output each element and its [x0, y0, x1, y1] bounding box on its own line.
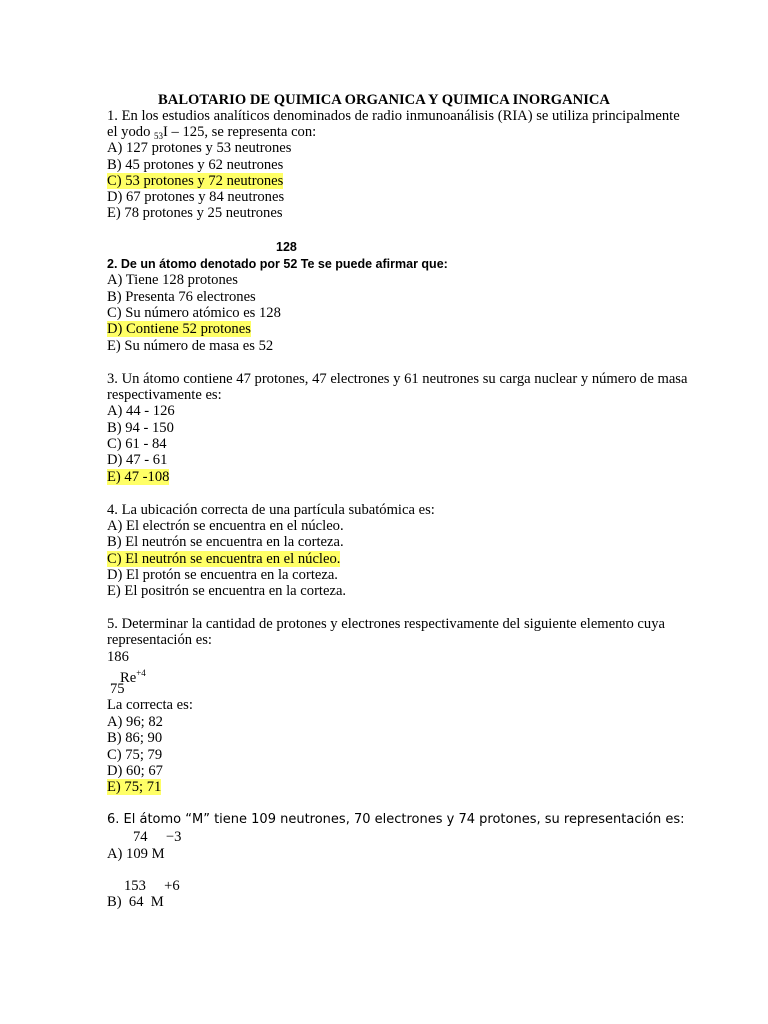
q4-option-e: E) El positrón se encuentra en la corteza. — [107, 583, 347, 599]
q2-mass-number: 128 — [276, 240, 297, 254]
q5-stem-line2: representación es: — [107, 632, 212, 648]
q1-stem-pre: el yodo — [107, 124, 155, 140]
q2-option-b: B) Presenta 76 electrones — [107, 289, 256, 305]
q2-option-e: E) Su número de masa es 52 — [107, 338, 274, 354]
q1-option-b: B) 45 protones y 62 neutrones — [107, 157, 284, 173]
q3-option-a: A) 44 - 126 — [107, 403, 175, 419]
q3-option-c: C) 61 - 84 — [107, 436, 167, 452]
q3-option-e — [107, 469, 169, 485]
q2-stem: 2. De un átomo denotado por 52 Te se puede afirmar que: — [107, 257, 448, 271]
q6-option-a: A) 109 M — [107, 846, 165, 862]
q5-atomic-number: 75 — [110, 681, 125, 697]
q1-stem-line1: 1. En los estudios analíticos denominados de radio inmunoanálisis (RIA) se utiliza principalmente — [107, 108, 680, 124]
q3-option-b: B) 94 - 150 — [107, 420, 174, 436]
q5-option-a: A) 96; 82 — [107, 714, 163, 730]
q5-option-b: B) 86; 90 — [107, 730, 163, 746]
q6-option-b-superscripts: 153 +6 — [124, 878, 180, 894]
q5-mass-number: 186 — [107, 649, 129, 665]
q1-answer-highlight: C) 53 protones y 72 neutrones — [107, 173, 284, 189]
page-title: BALOTARIO DE QUIMICA ORGANICA Y QUIMICA INORGANICA — [158, 92, 610, 108]
q2-answer-highlight: D) Contiene 52 protones — [107, 321, 251, 337]
q1-stem-post: I – 125, se representa con: — [163, 124, 317, 140]
q3-answer-highlight: E) 47 -108 — [107, 469, 170, 485]
q4-stem: 4. La ubicación correcta de una partícula subatómica es: — [107, 502, 435, 518]
q5-prompt: La correcta es: — [107, 697, 193, 713]
q6-option-b: B) 64 M — [107, 894, 164, 910]
q5-option-e — [107, 779, 161, 795]
q6-stem: 6. El átomo “M” tiene 109 neutrones, 70 electrones y 74 protones, su representación es: — [107, 812, 685, 827]
q1-option-d: D) 67 protones y 84 neutrones — [107, 189, 285, 205]
q1-option-a: A) 127 protones y 53 neutrones — [107, 140, 292, 156]
q5-stem-line1: 5. Determinar la cantidad de protones y electrones respectivamente del siguiente elemento cuya — [107, 616, 665, 632]
q4-option-d: D) El protón se encuentra en la corteza. — [107, 567, 338, 583]
q4-option-a: A) El electrón se encuentra en el núcleo. — [107, 518, 344, 534]
q5-answer-highlight: E) 75; 71 — [107, 779, 162, 795]
q2-option-d — [107, 321, 251, 337]
q3-option-d: D) 47 - 61 — [107, 452, 168, 468]
q2-option-a: A) Tiene 128 protones — [107, 272, 238, 288]
q5-option-d: D) 60; 67 — [107, 763, 163, 779]
q1-atomic-subscript: 53 — [154, 131, 164, 141]
q3-stem-line1: 3. Un átomo contiene 47 protones, 47 electrones y 61 neutrones su carga nuclear y número de masa — [107, 371, 688, 387]
q4-option-b: B) El neutrón se encuentra en la corteza. — [107, 534, 344, 550]
q4-answer-highlight: C) El neutrón se encuentra en el núcleo. — [107, 551, 341, 567]
q4-option-c — [107, 551, 340, 567]
q5-symbol: Re — [120, 670, 137, 686]
q1-option-e: E) 78 protones y 25 neutrones — [107, 205, 283, 221]
q5-charge: +4 — [136, 668, 146, 678]
q1-option-c — [107, 173, 283, 189]
q2-option-c: C) Su número atómico es 128 — [107, 305, 281, 321]
q5-option-c: C) 75; 79 — [107, 747, 163, 763]
q3-stem-line2: respectivamente es: — [107, 387, 222, 403]
q6-option-a-superscripts: 74 −3 — [133, 829, 182, 845]
